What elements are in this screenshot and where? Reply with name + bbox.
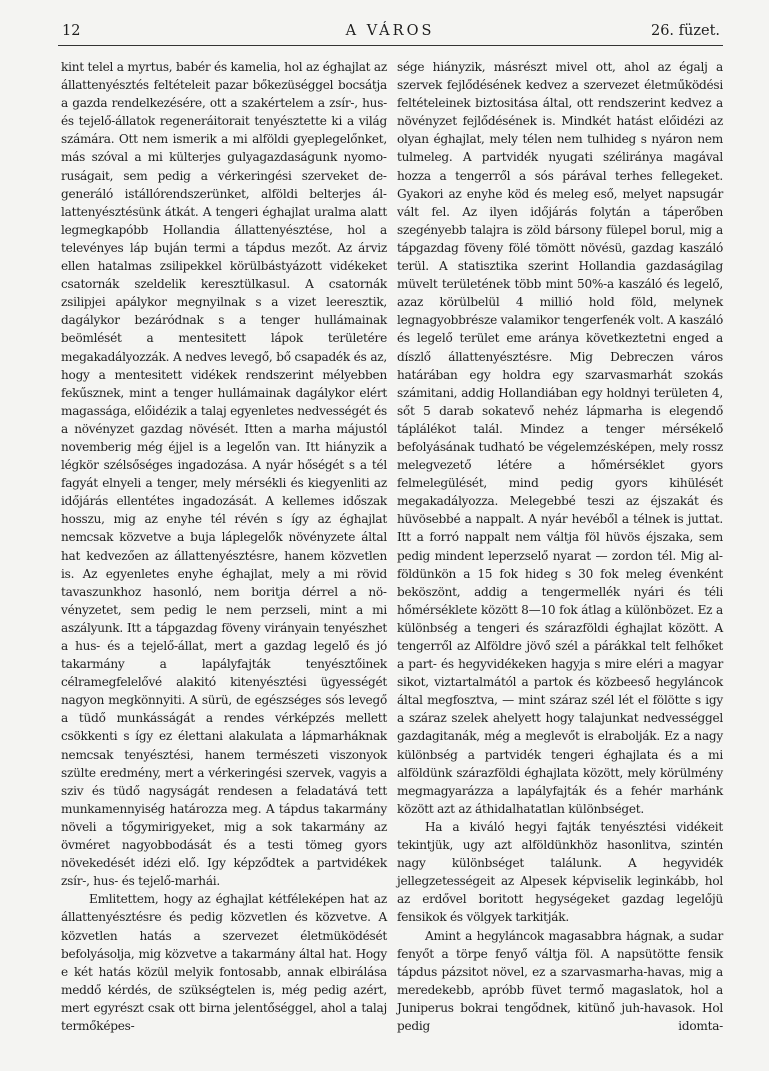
- paragraph: sége hiányzik, másrészt mivel ott, ahol az égalj a szervek fejlődésének kedvez a szervezet életműködési feltételeinek biztositása által, ott rendszerint kedvez a növényzet fejlődésének is. Mindkét hatást előidézi az olyan éghajlat, mely télen nem tulhideg s nyáron nem tulmeleg. A partvidék nyugati szélirányа magával hozza a tengerről a sós párával terhes fellegeket. Gyakori az enyhe köd és meleg eső, melyet napsugár vált fel. Az ilyen időjárás folytán a táperőben szegényebb talajra is zöld bársony fülepel borul, mig a tápgazdag föveny fölé tömött növésü, gazdag kaszáló terül. A statisztika szerint Hollandia gazdaságilag müvelt területének több mint 50%-a kaszáló és legelő, azaz körülbelül 4 millió hold föld, melynek legnagyobbrésze valamikor tengerfenék volt. A kaszáló és legelő terület eme aránya következtetni enged a díszlő állattenyésztésre. Mig Debreczen város határában egy holdra egy szarvasmarhát szokás számitani, addig Hollandiában egy holdnyi területen 4, sőt 5 darab sokatevő nehéz lápmarha is elegendő táplálékot talál. Mindez a tenger mérsékelő befolyásának tudható be végelemzésképen, mely rossz melegvezető létére a hőmérséklet gyors felmelegülését, mind pedig gyors kihülését megakadályozza. Melegebbé teszi az éjszakát és hüvösebbé a nappalt. A nyár hevéből a télnek is juttat. Itt a forró nappalt nem váltja föl hüvös éjszaka, sem pedig mindent leperzselő nyarat — zordon tél. Mig alföldünkön a 15 fok hideg s 30 fok meleg évenként beköszönt, addig a tengermellék nyári és téli hőmérséklete között 8—10 fok átlag a különbözet. Ez a különbség a tengeri és szárazföldi éghajlat között. A tengerről az Alföldre jövő szél a párákkal telt felhőket a part- és hegyvidékeken hagyja s mire eléri a magyar sikot, viztartalmától a partok és közbeeső hegyláncok által megfosztva, — mint száraz szél lét el fölötte s igy a száraz szelek ahelyett hogy talajunkat nedvességgel gazdagitanák, még a meglevőt is elrabolják. Ez a nagy különbség a partvidék tengeri éghajlata és a mi alföldünk szárazföldi éghajlata között, mely körülmény megmagyarázza a lapályfajták és a fehér marhánk között azt az áthidalhatatlan különbséget.: [397, 60, 723, 816]
- paragraph: kint telel a myrtus, babér és kamelia, hol az éghajlat az állattenyésztés feltételeit pazar bőkezüséggel bocsátja a gazda rendelkezésére, ott a szakértelem a zsír-, hus- és tejelő-állatok regeneráitorait tenyésztette ki a világ számára. Ott nem ismerik a mi alföldi gyeplegelőnket, más szóval a mi külterjes gulyagazdaságunk nyomoruságait, sem pedig a vérkeringési szerveket degeneráló istállórendszerünket, alföldi belterjes állattenyésztésünk átkát. A tengeri éghajlat uralma alatt legmegkapóbb Hollandia állattenyésztése, hol a televényes láp buján termi a tápdus mezőt. Az árviz ellen hatalmas zsilipekkel körülbástyázott vidékeket csatornák szeldelik keresztülkasul. A csatornák zsilipjei apálykor megnyilnak s a vizet leeresztik, dagálykor bezáródnak s a tenger hullámainak beömlését a mentesitett lápok területére megakadályozzák. A nedves levegő, bő csapadék és az, hogy a mentesitett vidékek rendszerint mélyebben fekűsznek, mint a tenger hullámainak dagálykor elért magassága, előidézik a talaj egyenletes nedvességét és a növényzet gazdag növését. Itten a marha májustól novemberig még éjjel is a legelőn van. Itt hiányzik a légkör szélsőséges ingadozása. A nyár hőségét s a tél fagyát elnyeli a tenger, mely mérsékli és kiegyenliti az időjárás ellentétes ingadozását. A kellemes időszak hosszu, mig az enyhe tél révén s így az éghajlat nemcsak közvetve a buja láplegelők növényzete által hat kedvezően az állattenyésztésre, hanem közvetlen is. Az egyenletes enyhe éghajlat, mely a mi rövid tavaszunkhoz hasonló, nem boritja dérrel a növényzetet, sem pedig le nem perzseli, mint a mi aszályunk. Itt a tápgazdag föveny virányain tenyészhet a hus- és a tejelő-állat, mert a gazdag legelő és jó takarmány a lapályfajták tenyésztőinek célramegfelelővé alakitó kitenyésztési ügyességét nagyon megkönnyiti. A sürü, de egészséges sós levegő a tüdő munkásságát a rendes vérképzés mellett csökkenti s így ez élettani alakulata a lápmarháknak nemcsak tenyésztési, hanem természeti viszonyok szülte eredmény, mert a vérkeringési szervek, vagyis a sziv és tüdő nagyságát rendesen a feladatává tett munkamennyiség határozza meg. A tápdus takarmány növeli a tőgymirigyeket, mig a sok takarmány az övméret nagyobbodását és a testi tömeg gyors növekedését idézi elő. Igy képződtek a partvidékek zsír-, hus- és tejelő-marhái.: [61, 60, 387, 889]
- paragraph: Amint a hegyláncok magasabbra hágnak, a sudar fenyőt a törpe fenyő váltja föl. A napsütötte fensik tápdus pázsitot növel, ez a szarvasmarha-havas, mig a meredekebb, apróbb füvet termő magaslatok, hol a Juniperus bokrai tengődnek, kitünő juh-havasok. Hol pedig idomta-: [397, 928, 723, 1033]
- running-title: A VÁROS: [345, 23, 435, 39]
- page-header: [58, 20, 722, 42]
- paragraph: Ha a kiváló hegyi fajták tenyésztési vidékeit tekintjük, ugy azt alföldünkhöz hasonlitva, szintén nagy különbséget találunk. A hegyvidék jellegzetességeit az Alpesek képviselik leginkább, hol az erdővel boritott hegységeket gazdag legelőjü fensikok és völgyek tarkitják.: [397, 819, 723, 925]
- header-rule: [58, 45, 723, 46]
- left-column: [61, 58, 387, 1035]
- page-number: 12: [62, 23, 81, 39]
- paragraph: Emlitettem, hogy az éghajlat kétféleképen hat az állattenyésztésre és pedig közvetlen és közvetve. A közvetlen hatás a szervezet életmüködését befolyásolja, mig közvetve a takarmány által hat. Hogy e két hatás közül melyik fontosabb, annak elbirálása meddő kérdés, de szükségtelen is, még pedig azért, mert egyrészt csak ott birna jelentőséggel, ahol a talaj termőképes-: [61, 892, 387, 1033]
- right-column: [397, 58, 723, 1035]
- issue-number: 26. füzet.: [650, 23, 720, 39]
